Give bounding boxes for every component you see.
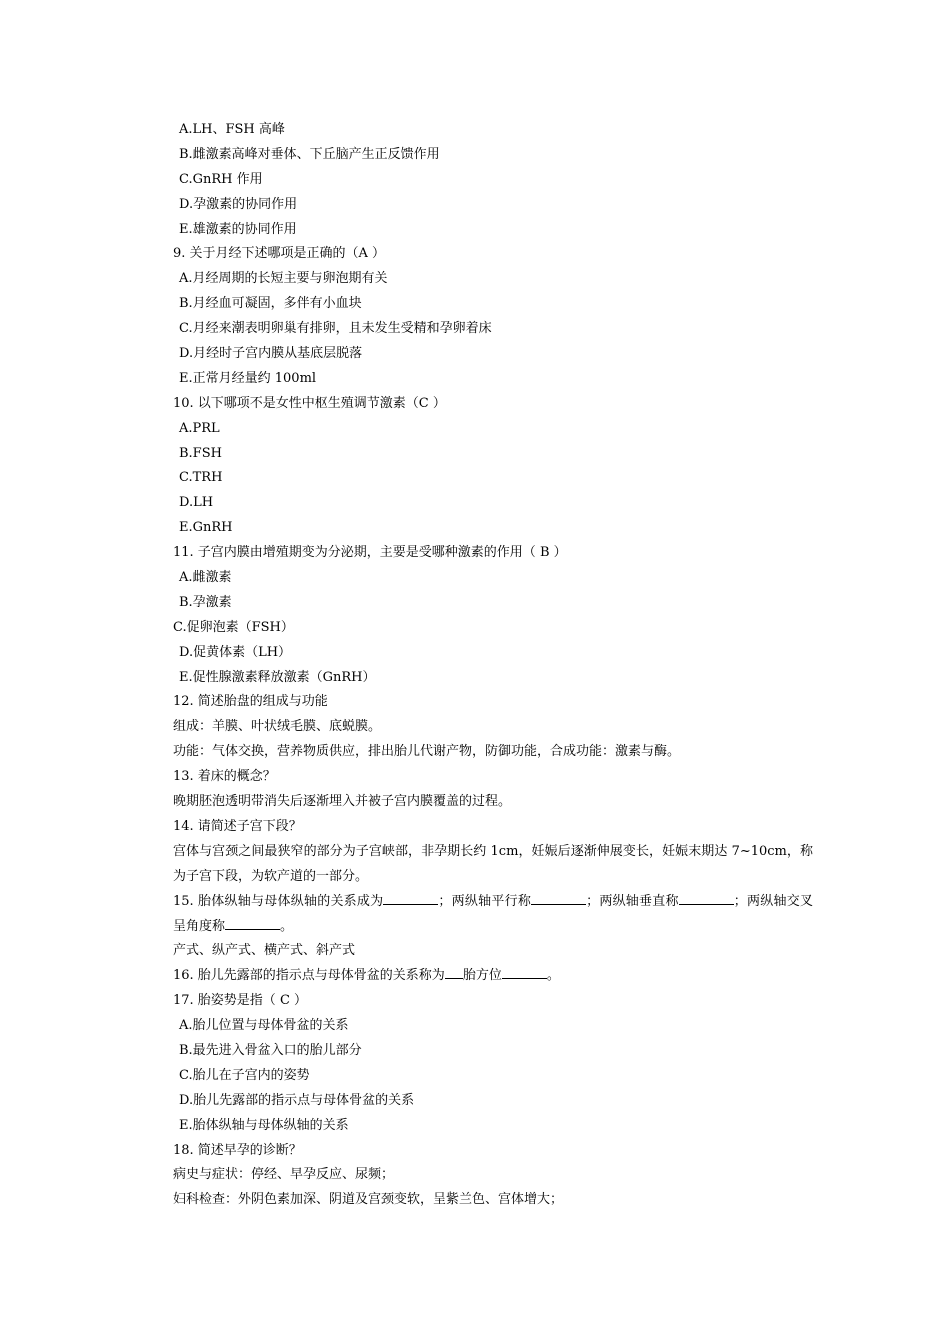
question-18: 18. 简述早孕的诊断？	[173, 1142, 302, 1158]
question-10: 10. 以下哪项不是女性中枢生殖调节激素（C ）	[173, 395, 446, 411]
option-d: D.LH	[179, 495, 214, 511]
option-a: A.月经周期的长短主要与卵泡期有关	[179, 271, 388, 287]
option-e: E.雄激素的协同作用	[179, 221, 297, 237]
option-b: B.FSH	[179, 445, 222, 461]
question-9: 9. 关于月经下述哪项是正确的（A ）	[173, 246, 386, 262]
question-text: 。	[546, 968, 560, 984]
question-text: ；两纵轴平行称	[438, 893, 532, 909]
fill-blank	[531, 894, 586, 905]
option-a: A.LH、FSH 高峰	[179, 122, 285, 137]
option-b: B.最先进入骨盆入口的胎儿部分	[179, 1043, 362, 1059]
answer-paragraph: 宫体与宫颈之间最狭窄的部分为子宫峡部，非孕期长约 1cm，妊娠后逐渐伸展变长，妊娠末期达 7~10cm，称为子宫下段，为软产道的一部分。	[173, 843, 813, 884]
question-11: 11. 子宫内膜由增殖期变为分泌期，主要是受哪种激素的作用（ B ）	[173, 545, 567, 561]
option-d: D.月经时子宫内膜从基底层脱落	[179, 346, 363, 362]
fill-blank	[502, 968, 547, 979]
option-a: A.PRL	[179, 420, 220, 436]
option-b: B.月经血可凝固，多伴有小血块	[179, 296, 362, 312]
option-b: B.孕激素	[179, 594, 232, 610]
question-text: ；两纵轴垂直称	[586, 893, 679, 909]
question-12: 12. 简述胎盘的组成与功能	[173, 694, 328, 710]
question-17: 17. 胎姿势是指（ C ）	[173, 993, 308, 1009]
option-a: A.胎儿位置与母体骨盆的关系	[179, 1018, 349, 1034]
fill-blank	[445, 968, 463, 979]
question-text: 15. 胎体纵轴与母体纵轴的关系成为	[173, 893, 384, 909]
question-text: ；两纵轴交叉呈角度称	[173, 893, 813, 934]
option-c: C.胎儿在子宫内的姿势	[179, 1067, 310, 1083]
fill-blank	[679, 894, 734, 905]
answer-text: 产式、纵产式、横产式、斜产式	[173, 943, 356, 959]
answer-text: 组成：羊膜、叶状绒毛膜、底蜕膜。	[173, 719, 382, 735]
option-e: E.GnRH	[179, 520, 233, 536]
fill-blank	[383, 894, 438, 905]
option-d: D.胎儿先露部的指示点与母体骨盆的关系	[179, 1092, 415, 1108]
answer-text: 妇科检查：外阴色素加深、阴道及宫颈变软，呈紫兰色、宫体增大；	[173, 1192, 564, 1208]
question-text: 16. 胎儿先露部的指示点与母体骨盆的关系称为	[173, 968, 445, 984]
option-e: E.促性腺激素释放激素（GnRH）	[179, 669, 376, 685]
option-c: C.促卵泡素（FSH）	[173, 619, 294, 635]
answer-text: 功能：气体交换，营养物质供应，排出胎儿代谢产物，防御功能，合成功能：激素与酶。	[173, 744, 681, 760]
document-page	[173, 118, 813, 1213]
option-b: B.雌激素高峰对垂体、下丘脑产生正反馈作用	[179, 146, 440, 162]
option-c: C.月经来潮表明卵巢有排卵，且未发生受精和孕卵着床	[179, 321, 492, 337]
option-a: A.雌激素	[179, 570, 232, 586]
fill-blank	[225, 919, 280, 930]
question-13: 13. 着床的概念？	[173, 769, 276, 785]
question-14: 14. 请简述子宫下段？	[173, 818, 302, 834]
question-text: 。	[280, 918, 294, 934]
option-e: E.正常月经量约 100ml	[179, 370, 317, 386]
option-c: C.GnRH 作用	[179, 171, 263, 187]
question-15	[173, 890, 813, 940]
answer-text: 晚期胚泡透明带消失后逐渐埋入并被子宫内膜覆盖的过程。	[173, 794, 512, 810]
option-c: C.TRH	[179, 470, 223, 486]
option-e: E.胎体纵轴与母体纵轴的关系	[179, 1117, 349, 1133]
option-d: D.促黄体素（LH）	[179, 644, 292, 660]
option-d: D.孕激素的协同作用	[179, 196, 298, 212]
question-16	[173, 964, 813, 989]
question-text: 胎方位	[462, 968, 502, 984]
answer-text: 病史与症状：停经、早孕反应、尿频；	[173, 1167, 395, 1183]
